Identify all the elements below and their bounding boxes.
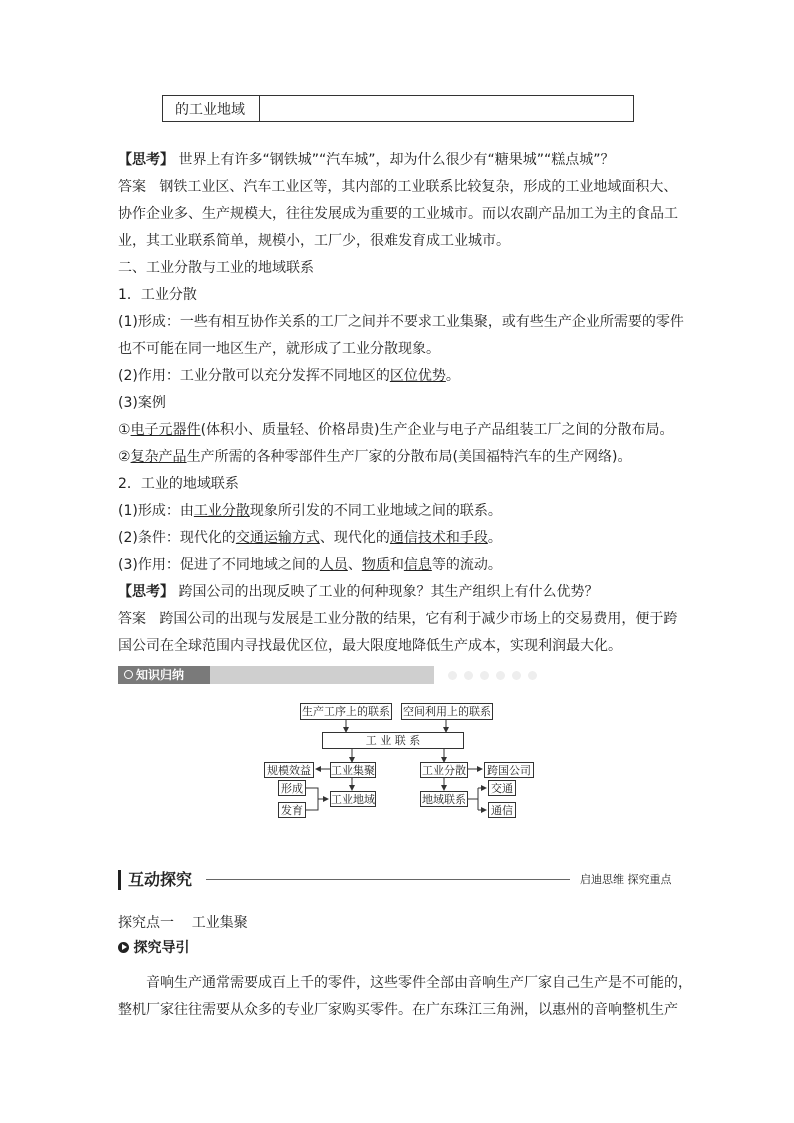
text-run: (2)条件：现代化的 [118, 530, 236, 546]
section-subtitle: 启迪思维 探究重点 [580, 873, 672, 886]
play-icon [118, 942, 129, 953]
formation-line-1: (1)形成：一些有相互协作关系的工厂之间并不要求工业集聚，或有些生产企业所需要的零件 [118, 314, 684, 330]
text-run: 现象所引发的不同工业地域之间的联系。 [249, 503, 502, 519]
section-bar [118, 870, 121, 890]
text-run: ① [118, 422, 131, 438]
answer-text: 钢铁工业区、汽车工业区等，其内部的工业联系比较复杂，形成的工业地域面积大、 [159, 179, 678, 195]
diagram-box-agglomeration: 工业集聚 [331, 764, 375, 777]
diagram-box-dispersion: 工业分散 [422, 764, 466, 777]
underlined-term: 电子元器件 [130, 422, 201, 438]
diagram-box-formation: 形成 [278, 780, 306, 796]
formation-line-2: 也不可能在同一地区生产，就形成了工业分散现象。 [118, 341, 440, 357]
think-question: 跨国公司的出现反映了工业的何种现象？其生产组织上有什么优势？ [178, 584, 599, 600]
answer-label: 答案 [118, 179, 146, 195]
answer-label: 答案 [118, 611, 146, 627]
think-tag: 【思考】 [118, 152, 174, 168]
text-run: ② [118, 449, 131, 465]
text-run: 和 [389, 557, 404, 573]
underlined-term: 复杂产品 [130, 449, 187, 465]
table-cell-industrial-region: 的工业地域 [163, 96, 260, 121]
text-run: 、 [347, 557, 362, 573]
diagram-box-multinational: 跨国公司 [484, 762, 534, 778]
underlined-term: 人员 [319, 557, 348, 573]
heading-regional-linkage: 2．工业的地域联系 [118, 476, 239, 492]
case-heading: (3)案例 [118, 395, 166, 411]
text-run: 。 [445, 368, 460, 384]
diagram-box-development: 发育 [278, 802, 306, 818]
diagram-box-communication: 通信 [488, 802, 516, 818]
diagram-box-process-link: 生产工序上的联系 [302, 705, 390, 718]
answer-text: 跨国公司的出现与发展是工业分散的结果，它有利于减少市场上的交易费用，便于跨 [159, 611, 678, 627]
diagram-box-industrial-region: 工业地域 [331, 793, 375, 806]
text-run: (1)形成：由 [118, 503, 194, 519]
underlined-term: 信息 [403, 557, 432, 573]
text-run: 。 [487, 530, 502, 546]
text-run: (体积小、质量轻、价格昂贵)生产企业与电子产品组装工厂之间的分散布局。 [200, 422, 674, 438]
guide-heading [118, 938, 189, 958]
guide-paragraph-line-2: 整机厂家往往需要从众多的专业厂家购买零件。在广东珠江三角洲，以惠州的音响整机生产 [118, 1002, 678, 1018]
text-run: 生产所需的各种零部件生产厂家的分散布局(美国福特汽车的生产网络)。 [186, 449, 632, 465]
think2-answer-line-2: 国公司在全球范围内寻找最优区位，最大限度地降低生产成本，实现利润最大化。 [118, 638, 622, 654]
text-run: 等的流动。 [431, 557, 502, 573]
think-question: 世界上有许多“钢铁城”“汽车城”，却为什么很少有“糖果城”“糕点城”？ [178, 152, 615, 168]
think1-answer-line-3: 业，其工业联系简单，规模小，工厂少，很难发育成工业城市。 [118, 233, 510, 249]
text-run: (2)作用：工业分散可以充分发挥不同地区的 [118, 368, 390, 384]
underlined-term: 物质 [361, 557, 390, 573]
underlined-term: 区位优势 [389, 368, 446, 384]
underlined-term: 通信技术和手段 [389, 530, 488, 546]
diagram-box-scale-benefit: 规模效益 [264, 762, 314, 778]
diagram-box-industrial-linkage: 工 业 联 系 [322, 732, 464, 749]
think-tag: 【思考】 [118, 584, 174, 600]
section2-title: 二、工业分散与工业的地域联系 [118, 260, 314, 276]
diagram-box-regional-link: 地域联系 [422, 793, 466, 806]
guide-label: 探究导引 [133, 940, 190, 956]
banner-label: 知识归纳 [136, 668, 185, 682]
section-divider [206, 879, 570, 880]
heading-industrial-dispersion: 1．工业分散 [118, 287, 197, 303]
exploration-point: 探究点一 工业集聚 [118, 915, 248, 931]
diagram-box-space-link: 空间利用上的联系 [403, 705, 491, 718]
underlined-term: 交通运输方式 [235, 530, 320, 546]
section-title: 互动探究 [128, 870, 193, 889]
text-run: 、现代化的 [319, 530, 390, 546]
diagram-box-transport: 交通 [488, 780, 516, 796]
think1-answer-line-2: 协作企业多、生产规模大，往往发展成为重要的工业城市。而以农副产品加工为主的食品工 [118, 206, 678, 222]
text-run: (3)作用：促进了不同地域之间的 [118, 557, 320, 573]
underlined-term: 工业分散 [193, 503, 250, 519]
guide-paragraph-line-1: 音响生产通常需要成百上千的零件，这些零件全部由音响生产厂家自己生产是不可能的， [146, 975, 692, 991]
